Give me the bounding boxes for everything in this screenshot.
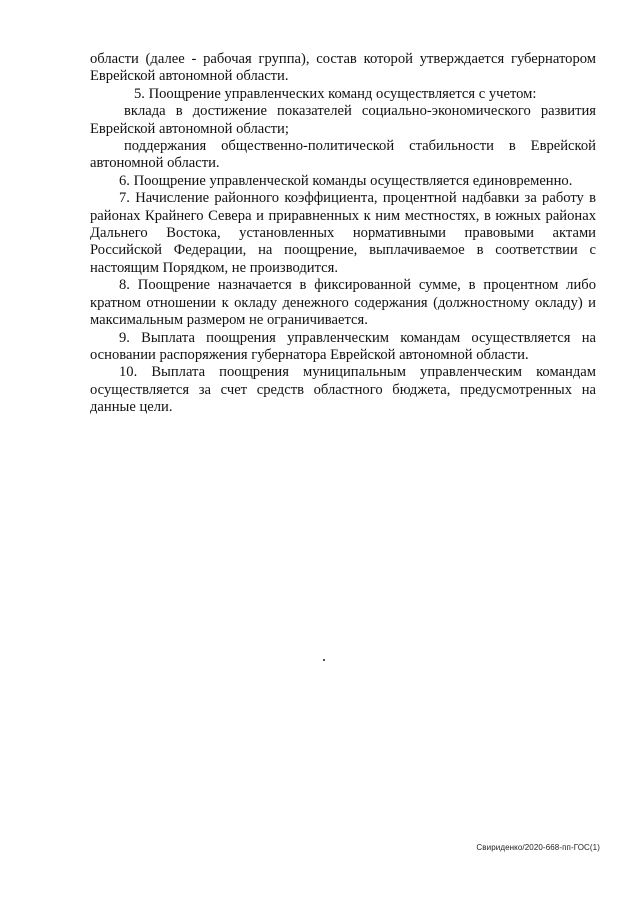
- paragraph-subitem-contribution: вклада в достижение показателей социально-экономического развития Еврейской автономной области;: [90, 103, 596, 137]
- paragraph-item-9: 9. Выплата поощрения управленческим командам осуществляется на основании распоряжения губернатора Еврейской автономной области.: [90, 329, 596, 363]
- document-code: Свириденко/2020-668-пп-ГОС(1): [476, 843, 600, 852]
- paragraph-item-8: 8. Поощрение назначается в фиксированной сумме, в процентном либо кратном отношении к окладу денежного содержания (должностному окладу) и максимальным размером не ограничивается.: [90, 277, 596, 329]
- scan-speck: [323, 659, 325, 661]
- paragraph-item-7: 7. Начисление районного коэффициента, процентной надбавки за работу в районах Крайнего Севера и приравненных к ним местностях, в южных районах Дальнего Востока, установленных нормативными правовыми актами Российской Федерации, на поощрение, выплачиваемое в соответствии с настоящим Порядком, не производится.: [90, 190, 596, 276]
- paragraph-continuation: области (далее - рабочая группа), состав которой утверждается губернатором Еврейской автономной области.: [90, 51, 596, 85]
- paragraph-item-10: 10. Выплата поощрения муниципальным управленческим командам осуществляется за счет средств областного бюджета, предусмотренных на данные цели.: [90, 364, 596, 416]
- paragraph-subitem-stability: поддержания общественно-политической стабильности в Еврейской автономной области.: [90, 138, 596, 172]
- paragraph-item-5: 5. Поощрение управленческих команд осуществляется с учетом:: [134, 85, 537, 102]
- document-body: [90, 51, 596, 417]
- paragraph-item-6: 6. Поощрение управленческой команды осуществляется единовременно.: [119, 172, 573, 189]
